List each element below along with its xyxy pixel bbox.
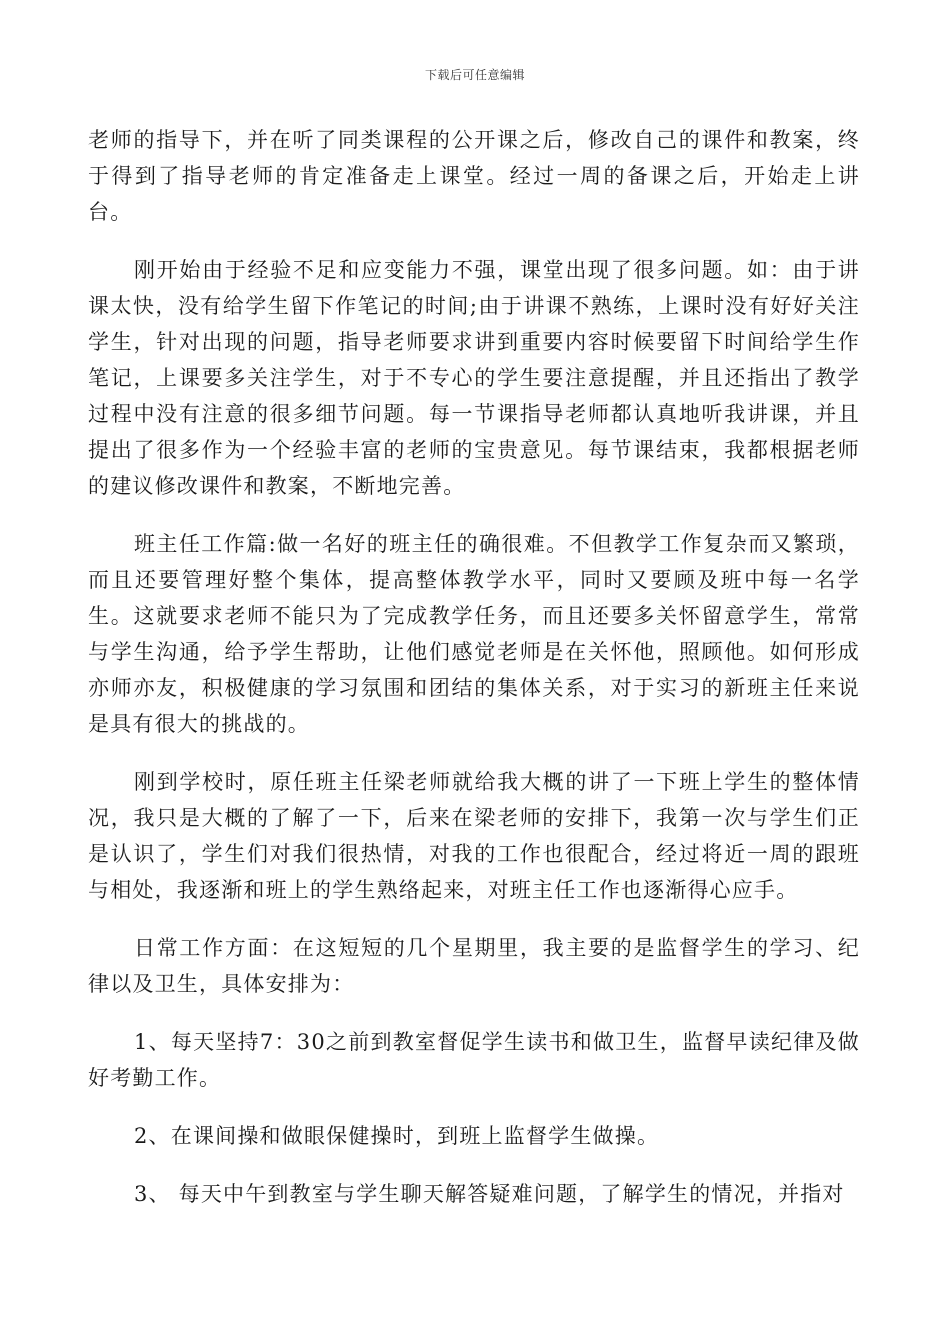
list-item-2: 2、在课间操和做眼保健操时，到班上监督学生做操。 (134, 1124, 660, 1148)
paragraph-teaching-problems: 刚开始由于经验不足和应变能力不强，课堂出现了很多问题。如：由于讲课太快，没有给学生留下作笔记的时间;由于讲课不熟练，上课时没有好好关注学生，针对出现的问题，指导老师要求讲到重要内容时候要留下时间给学生作笔记，上课要多关注学生，对于不专心的学生要注意提醒，并且还指出了教学过程中没有注意的很多细节问题。每一节课指导老师都认真地听我讲课，并且提出了很多作为一个经验丰富的老师的宝贵意见。每节课结束，我都根据老师的建议修改课件和教案，不断地完善。 (88, 258, 860, 498)
paragraph-head-teacher-work: 班主任工作篇:做一名好的班主任的确很难。不但教学工作复杂而又繁琐，而且还要管理好整个集体，提高整体教学水平，同时又要顾及班中每一名学生。这就要求老师不能只为了完成教学任务，而且还要多关怀留意学生，常常与学生沟通，给予学生帮助，让他们感觉老师是在关怀他，照顾他。如何形成亦师亦友，积极健康的学习氛围和团结的集体关系，对于实习的新班主任来说是具有很大的挑战的。 (88, 532, 860, 736)
document-body (88, 122, 860, 1234)
list-item-3: 3、 每天中午到教室与学生聊天解答疑难问题，了解学生的情况，并指对 (134, 1182, 845, 1206)
page-header: 下载后可任意编辑 (424, 68, 525, 82)
paragraph-arrival: 刚到学校时，原任班主任梁老师就给我大概的讲了一下班上学生的整体情况，我只是大概的了解了一下，后来在梁老师的安排下，我第一次与学生们正是认识了，学生们对我们很热情，对我的工作也很配合，经过将近一周的跟班与相处，我逐渐和班上的学生熟络起来，对班主任工作也逐渐得心应手。 (88, 770, 860, 902)
list-item-1: 1、每天坚持7：30之前到教室督促学生读书和做卫生，监督早读纪律及做好考勤工作。 (88, 1030, 860, 1090)
paragraph-continuation: 老师的指导下，并在听了同类课程的公开课之后，修改自己的课件和教案，终于得到了指导老师的肯定准备走上课堂。经过一周的备课之后，开始走上讲台。 (88, 128, 860, 224)
paragraph-daily-work: 日常工作方面：在这短短的几个星期里，我主要的是监督学生的学习、纪律以及卫生，具体安排为： (88, 936, 860, 996)
